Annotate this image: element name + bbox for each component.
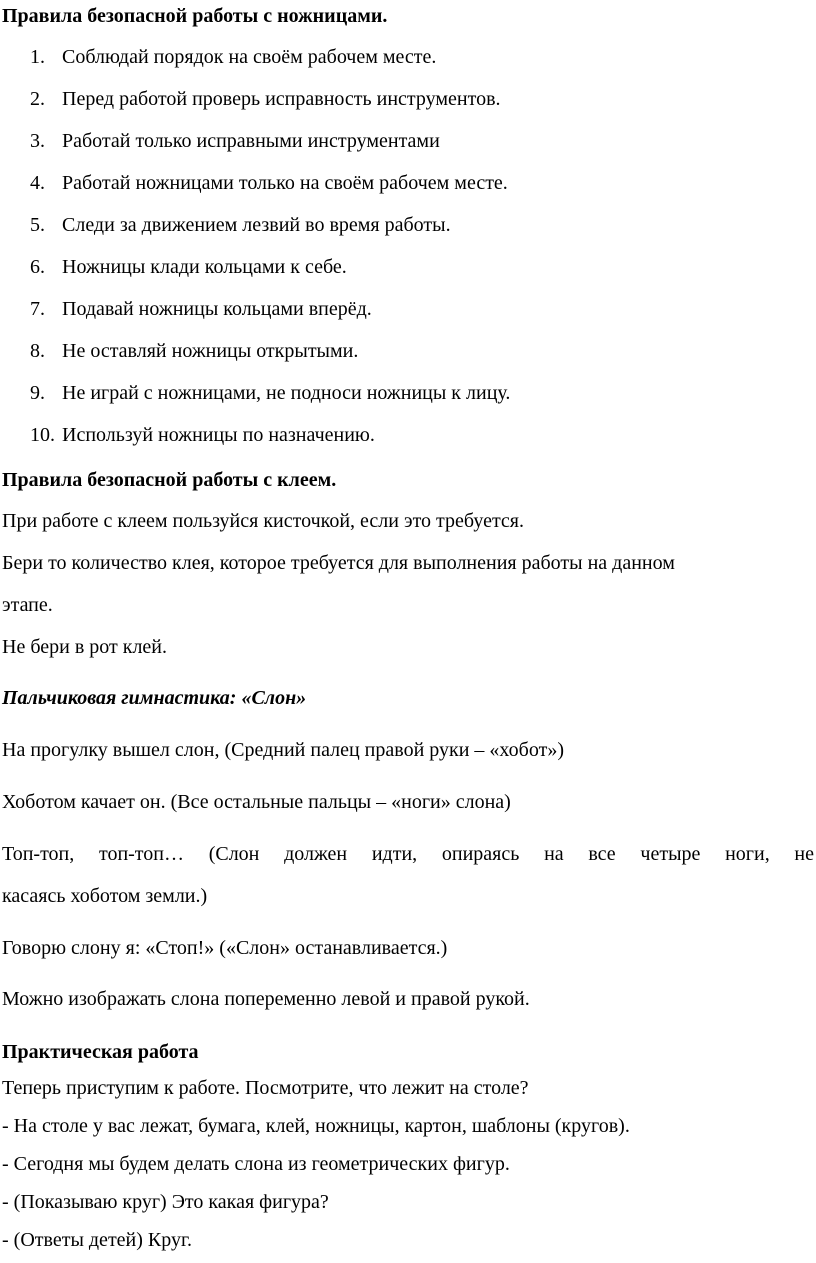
paragraph-line: На прогулку вышел слон, (Средний палец правой руки – «хобот») xyxy=(2,739,564,761)
paragraph-line: - (Ответы детей) Круг. xyxy=(2,1229,192,1251)
list-item-text: Работай только исправными инструментами xyxy=(62,130,440,152)
paragraph-line: Можно изображать слона попеременно левой и правой рукой. xyxy=(2,988,530,1010)
paragraph-line: Теперь приступим к работе. Посмотрите, что лежит на столе? xyxy=(2,1077,529,1099)
list-item-text: Ножницы клади кольцами к себе. xyxy=(62,256,347,278)
list-item-number: 3. xyxy=(30,130,45,152)
paragraph-line: Говорю слону я: «Стоп!» («Слон» останавливается.) xyxy=(2,937,448,959)
paragraph-line: Хоботом качает он. (Все остальные пальцы – «ноги» слона) xyxy=(2,791,511,813)
scissors-rules-heading: Правила безопасной работы с ножницами. xyxy=(2,5,388,27)
paragraph-line: Топ-топ, топ-топ… (Слон должен идти, опираясь на все четыре ноги, не xyxy=(2,843,814,865)
paragraph-line: - (Показываю круг) Это какая фигура? xyxy=(2,1191,329,1213)
gymnastics-heading: Пальчиковая гимнастика: «Слон» xyxy=(2,687,307,709)
list-item-number: 7. xyxy=(30,298,45,320)
glue-rules-heading: Правила безопасной работы с клеем. xyxy=(2,469,337,491)
paragraph-line: этапе. xyxy=(2,594,53,616)
list-item-number: 10. xyxy=(30,424,55,446)
list-item-text: Не оставляй ножницы открытыми. xyxy=(62,340,359,362)
paragraph-line: касаясь хоботом земли.) xyxy=(2,885,208,907)
list-item-number: 9. xyxy=(30,382,45,404)
list-item-number: 6. xyxy=(30,256,45,278)
list-item-number: 1. xyxy=(30,46,45,68)
paragraph-line: - На столе у вас лежат, бумага, клей, ножницы, картон, шаблоны (кругов). xyxy=(2,1115,630,1137)
list-item-text: Используй ножницы по назначению. xyxy=(62,424,375,446)
practice-heading: Практическая работа xyxy=(2,1041,199,1063)
paragraph-line: При работе с клеем пользуйся кисточкой, если это требуется. xyxy=(2,510,525,532)
list-item-number: 8. xyxy=(30,340,45,362)
list-item-text: Соблюдай порядок на своём рабочем месте. xyxy=(62,46,437,68)
list-item-number: 5. xyxy=(30,214,45,236)
list-item-text: Перед работой проверь исправность инструментов. xyxy=(62,88,501,110)
list-item-text: Работай ножницами только на своём рабочем месте. xyxy=(62,172,508,194)
paragraph-line: Не бери в рот клей. xyxy=(2,636,168,658)
list-item-text: Подавай ножницы кольцами вперёд. xyxy=(62,298,372,320)
list-item-text: Не играй с ножницами, не подноси ножницы к лицу. xyxy=(62,382,511,404)
list-item-number: 4. xyxy=(30,172,45,194)
paragraph-line: - Сегодня мы будем делать слона из геометрических фигур. xyxy=(2,1153,510,1175)
paragraph-line: Бери то количество клея, которое требуется для выполнения работы на данном xyxy=(2,552,675,574)
list-item-number: 2. xyxy=(30,88,45,110)
list-item-text: Следи за движением лезвий во время работы. xyxy=(62,214,451,236)
